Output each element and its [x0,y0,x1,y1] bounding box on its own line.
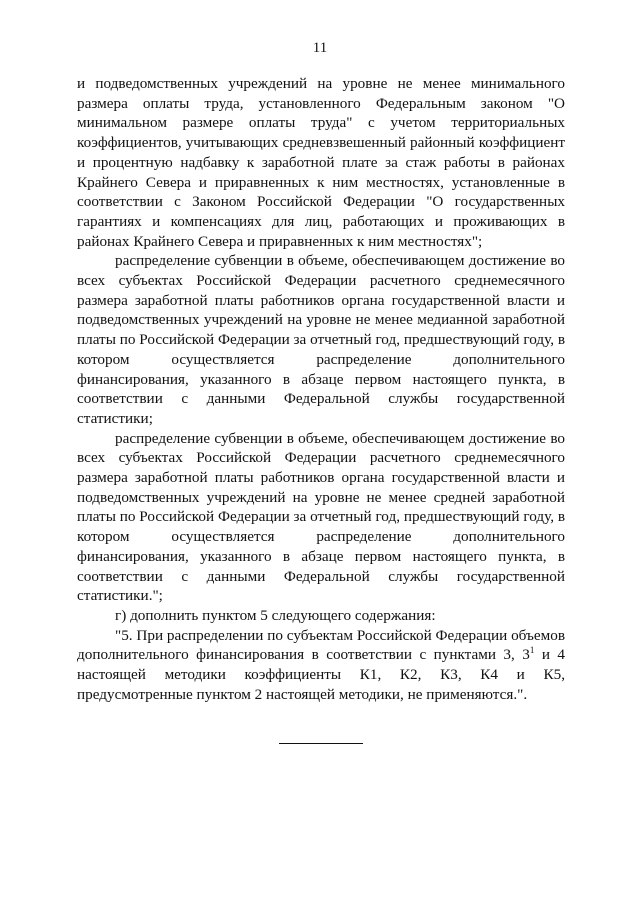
paragraph-average-salary: распределение субвенции в объеме, обеспечивающем достижение во всех субъектах Российской Федерации расчетного среднемесячного размера заработной платы работников органа государственной власти и подведомственных учреждений на уровне не менее средней заработной платы по Российской Федерации за отчетный год, предшествующий году, в котором осуществляется распределение дополнительного финансирования, указанного в абзаце первом настоящего пункта, в соответствии с данными Федеральной службы государственной статистики."; [77,429,565,605]
paragraph-continuation: и подведомственных учреждений на уровне не менее минимального размера оплаты труда, установленного Федеральным законом "О минимальном размере оплаты труда" с учетом территориальных коэффициентов, учитывающих средневзвешенный районный коэффициент и процентную надбавку к заработной плате за стаж работы в районах Крайнего Севера и приравненных к ним местностях, установленные в соответствии с Законом Российской Федерации "О государственных гарантиях и компенсациях для лиц, работающих и проживающих в районах Крайнего Севера и приравненных к ним местностях"; [77,75,565,250]
superscript-mark: 1 [529,645,535,656]
paragraph-item-5 [77,626,565,705]
page-number: 11 [312,40,328,56]
end-separator-line [279,743,363,744]
paragraph-median-salary: распределение субвенции в объеме, обеспечивающем достижение во всех субъектах Российской Федерации расчетного среднемесячного размера заработной платы работников органа государственной власти и подведомственных учреждений на уровне не менее медианной заработной платы по Российской Федерации за отчетный год, предшествующий году, в котором осуществляется распределение дополнительного финансирования, указанного в абзаце первом настоящего пункта, в соответствии с данными Федеральной службы государственной статистики; [77,252,565,427]
item-5-text-end: и 4 настоящей методики коэффициенты К1, К2, К3, К4 и К5, предусмотренные пунктом 2 настоящей методики, не применяются.". [77,646,565,703]
paragraph-amendment-intro: г) дополнить пунктом 5 следующего содержания: [115,606,436,624]
document-body [77,74,565,705]
item-5-text-start: "5. При распределении по субъектам Российской Федерации объемов дополнительного финансирования в соответствии с пунктами 3, 3 [77,626,565,664]
